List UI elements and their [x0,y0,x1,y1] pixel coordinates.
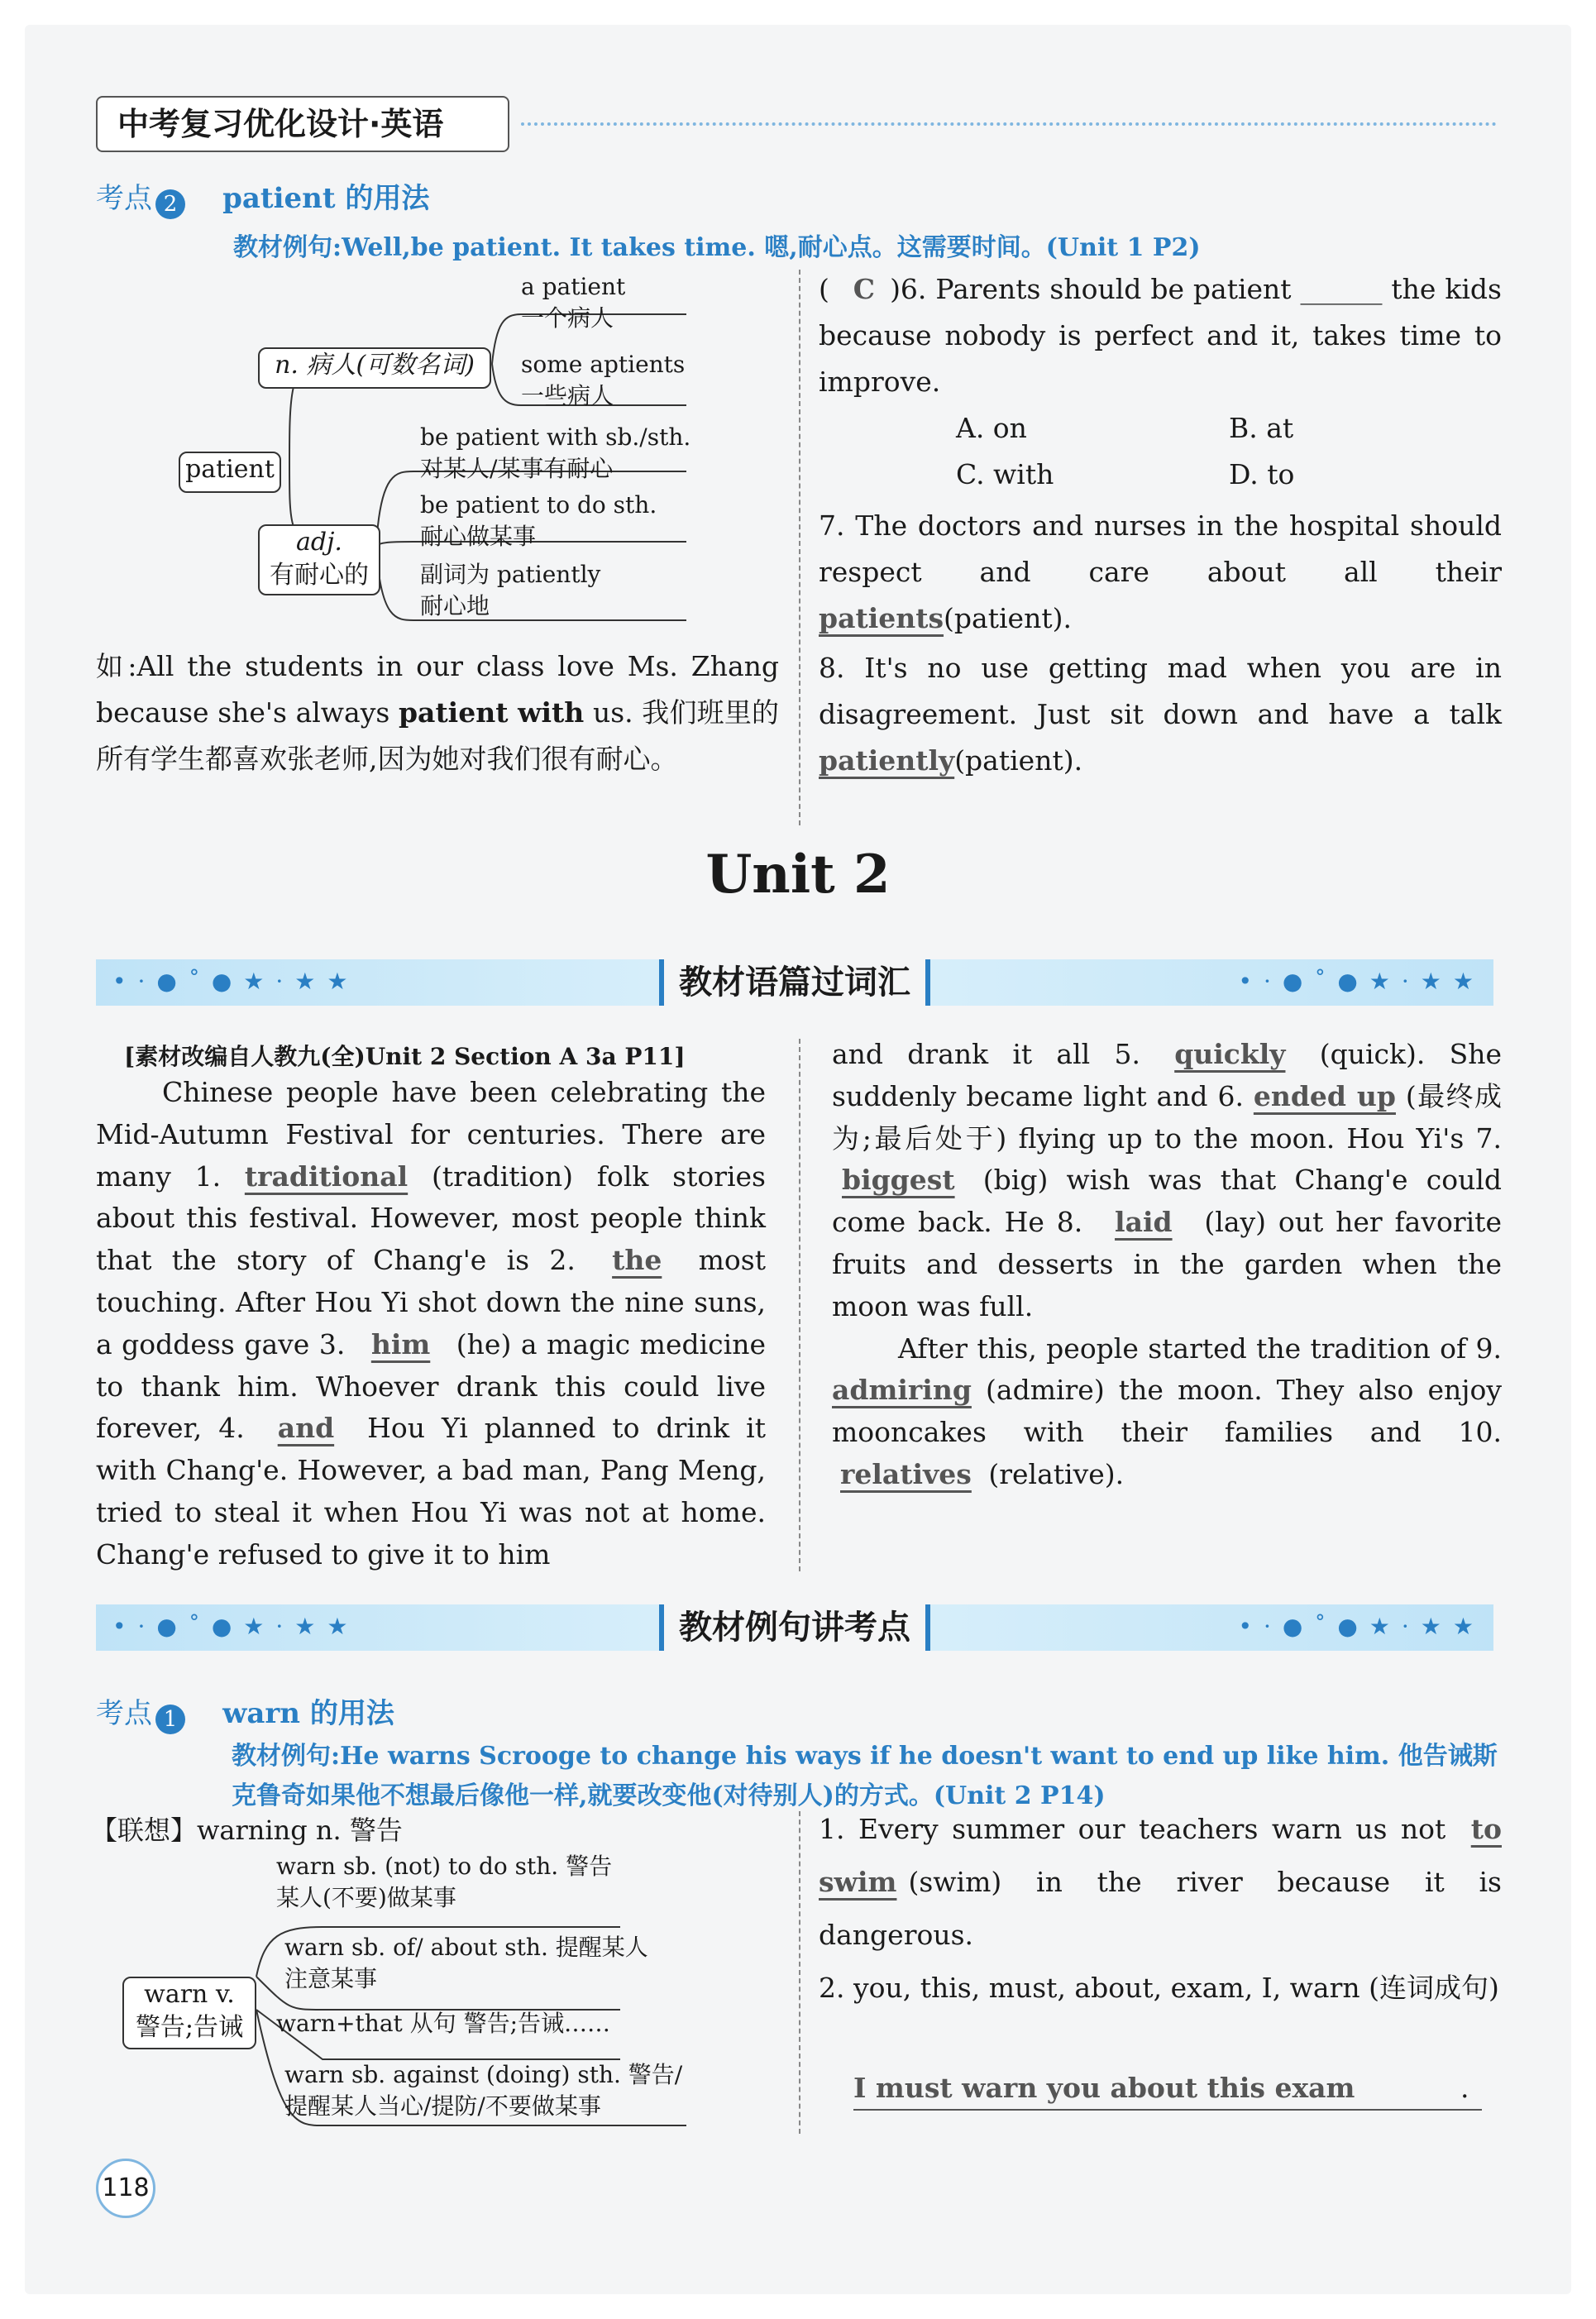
section-band-1 [96,959,1493,1006]
question-8 [819,645,1502,784]
q6-option-b: B. at [1229,412,1294,444]
blank-10-answer: relatives [840,1457,972,1490]
blank-1-answer: traditional [244,1160,409,1193]
map2-item-3 [276,2008,610,2039]
map1-item-4 [420,490,657,552]
passage-text-8: (最终成为;最后处于) flying up to the moon. Hou Yi's 7. [832,1079,1502,1155]
kp2-note [96,643,779,782]
band2-label: 教材例句讲考点 [659,1604,930,1651]
blank-5-answer: quickly [1174,1038,1286,1070]
passage-text-12: (admire) the moon. They also enjoy mooncakes with their families and 10. [832,1374,1502,1449]
map1-adj-node-line2: 有耐心的 [270,561,369,590]
band2-right-dots-icon: •·●˚●★·★★ [1238,1613,1485,1640]
q7-answer: patients [819,602,944,634]
column-divider-2 [799,1039,800,1571]
map2-root-line2: 警告;告诫 [135,2013,244,2042]
map1-item-1-cn: 一个病人 [521,304,614,332]
passage-text-6: and drank it all 5. [832,1038,1140,1070]
map2-heading: 【联想】warning n. 警告 [91,1815,403,1846]
map1-item-3 [420,422,690,485]
map1-item-4-en: be patient to do sth. [420,491,657,519]
passage-source: [素材改编自人教九(全)Unit 2 Section A 3a P11] [124,1043,686,1070]
page-number: 118 [96,2159,155,2218]
blank-9-answer: admiring [832,1374,972,1407]
blank-3-answer: him [370,1327,431,1360]
map1-item-1-en: a patient [521,273,626,300]
kp1-title: warn 的用法 [222,1697,394,1730]
kp2-heading [96,175,429,219]
q7-stem: 7. The doctors and nurses in the hospital should respect and care about all their [819,509,1502,588]
map1-item-4-cn: 耐心做某事 [420,523,537,550]
map1-item-2-cn: 一些病人 [521,382,614,409]
map2-item-2 [284,1932,648,1995]
passage-text-9: (big) wish was that Chang'e could come back. He 8. [832,1164,1503,1239]
q6-stem: )6. Parents should be patient ______ the kids because nobody is perfect and it, takes time to improve. [819,273,1502,398]
q1-answer: to swim [819,1813,1502,1898]
map1-item-5-cn: 耐心地 [420,592,490,619]
q8-stem: 8. It's no use getting mad when you are in disagreement. Just sit down and have a talk [819,652,1502,730]
q2-stem: 2. you, this, must, about, exam, I, warn (连词成句) [819,1972,1499,2004]
map1-item-3-en: be patient with sb./sth. [420,423,691,451]
q1-stem: 1. Every summer our teachers warn us not [819,1813,1460,1845]
map2-root [122,1977,256,2049]
q6-answer: C [853,273,876,305]
map1-noun-node: n. 病人(可数名词) [258,347,491,389]
blank-4-answer: and [277,1412,335,1445]
map2-root-line1: warn v. [144,1980,235,2009]
kp2-label: 考点 [96,182,152,215]
map1-item-1 [521,271,625,334]
map1-adj-node-line1: adj. [296,528,342,557]
q6-paren: ( [819,273,829,305]
passage-text-5: Hou Yi planned to drink it with Chang'e. However, a bad man, Pang Meng, tried to steal it when Hou Yi was not at home. Chang'e refused to give it to him [96,1412,766,1571]
question-7 [819,503,1502,642]
map1-item-2 [521,349,685,412]
q6-options [956,405,1485,498]
kp2-note-prefix: 如:All the students in our class love Ms. Zhang because she's always [96,650,779,729]
blank-2-answer: the [612,1244,662,1277]
blank-6-answer: ended up [1253,1079,1396,1112]
map2-item-2-line1: warn sb. of/ about sth. 提醒某人 [284,1934,648,1961]
unit-title: Unit 2 [705,844,891,906]
map1-root: patient [179,452,281,493]
q6-option-a: A. on [956,412,1027,444]
q8-hint: (patient). [954,744,1083,777]
q7-hint: (patient). [944,602,1072,634]
band1-label: 教材语篇过词汇 [659,959,930,1006]
column-divider-3 [799,1811,800,2134]
passage-text-3: most touching. After Hou Yi shot down the nine suns, a goddess gave 3. [96,1244,766,1360]
kp1-label: 考点 [96,1697,152,1730]
blank-7-answer: biggest [842,1164,955,1197]
map1-item-3-cn: 对某人/某事有耐心 [420,455,614,482]
map2-item-1-line1: warn sb. (not) to do sth. 警告 [276,1853,613,1880]
question-2 [819,1962,1502,2015]
map1-adj-node [258,524,380,595]
kp1-number-icon: 1 [155,1705,185,1734]
map1-item-5 [420,559,600,622]
map1-item-2-en: some aptients [521,351,686,378]
blank-8-answer: laid [1115,1206,1173,1239]
section-band-2 [96,1604,1493,1651]
kp2-note-suffix: us. 我们班里的所有学生都喜欢张老师,因为她对我们很有耐心。 [96,696,779,775]
band2-left-dots-icon: •·●˚●★·★★ [112,1613,360,1640]
kp1-heading [96,1690,394,1734]
passage-text-4: (he) a magic medicine to thank him. Whoever drank this could live forever, 4. [96,1327,766,1445]
q8-answer: patiently [819,744,955,777]
kp1-example: 教材例句:He warns Scrooge to change his ways if he doesn't want to end up like him. 他告诫斯克鲁奇如果他不想最后像他一样,就要改变他(对待别人)的方式。(Unit 2 P14) [232,1742,1498,1810]
passage-text-10: (lay) out her favorite fruits and desserts in the garden when the moon was full. [832,1206,1502,1322]
kp2-note-bold: patient with [398,696,585,729]
passage-text-13: (relative). [988,1457,1125,1490]
header-dotted-line [521,122,1497,126]
map2-item-3-line1: warn+that 从句 警告;告诫…… [276,2010,611,2037]
passage-text-7: (quick). She suddenly became light and 6. [832,1038,1502,1112]
map1-item-5-en: 副词为 patiently [420,561,601,588]
band1-right-dots-icon: •·●˚●★·★★ [1238,968,1485,995]
q6-option-d: D. to [1229,458,1295,490]
map2-item-4 [284,2059,682,2122]
map2-item-4-line2: 提醒某人当心/提防/不要做某事 [284,2092,601,2120]
map2-item-2-line2: 注意某事 [284,1965,378,1992]
band1-left-dots-icon: •·●˚●★·★★ [112,968,360,995]
q2-answer: I must warn you about this exam [853,2072,1355,2104]
passage-text-11: After this, people started the tradition of 9. [898,1332,1502,1365]
kp2-number-icon: 2 [155,189,185,219]
question-1 [819,1803,1502,1962]
kp2-title: patient 的用法 [222,182,430,215]
passage-right-para-2 [832,1328,1502,1496]
question-6 [819,266,1502,405]
q2-period: . [1460,2072,1469,2104]
q2-answer-line [853,2068,1482,2111]
passage-right [832,1034,1502,1496]
map2-item-1-line2: 某人(不要)做某事 [276,1884,456,1911]
column-divider-1 [799,270,800,825]
kp2-example: 教材例句:Well,be patient. It takes time. 嗯,耐心点。这需要时间。(Unit 1 P2) [233,233,1201,262]
q6-option-c: C. with [956,458,1054,490]
passage-left [96,1072,766,1576]
passage-text-2: (tradition) folk stories about this festival. However, most people think that the story of Chang'e is 2. [96,1160,766,1277]
passage-text-1: Chinese people have been celebrating the Mid-Autumn Festival for centuries. There are many 1. [96,1076,766,1193]
map2-item-1 [276,1851,612,1914]
q1-hint: (swim) in the river because it is dangerous. [819,1866,1502,1951]
map2-item-4-line1: warn sb. against (doing) sth. 警告/ [284,2061,683,2088]
book-title: 中考复习优化设计·英语 [96,96,509,152]
